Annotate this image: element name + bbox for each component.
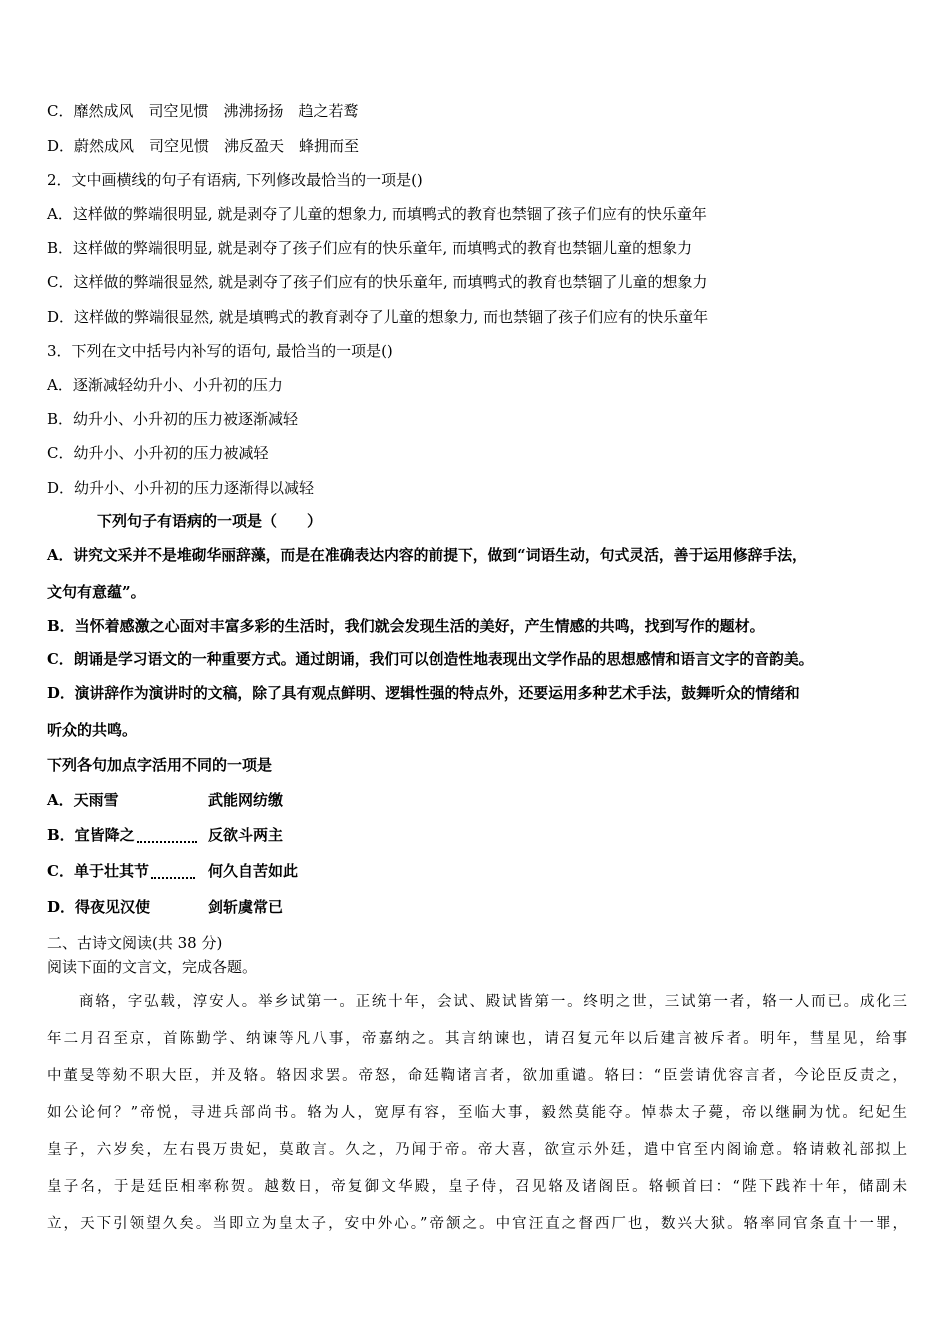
q2-option-b: B．这样做的弊端很明显, 就是剥夺了孩子们应有的快乐童年, 而填鸭式的教育也禁锢儿童的想象力 [47, 239, 693, 257]
q3-stem: 3．下列在文中括号内补写的语句, 最恰当的一项是() [47, 342, 393, 360]
passage-line: 立，天下引领望久矣。当即立为皇太子，安中外心。”帝颔之。中官汪直之督西厂也，数兴大狱。辂率同官条直十一罪， [47, 1216, 907, 1232]
section2-instruction: 阅读下面的文言文，完成各题。 [47, 958, 258, 976]
q5-option-d-right: 剑斩虞常已 [208, 898, 284, 916]
q3-option-d: D．幼升小、小升初的压力逐渐得以减轻 [47, 479, 315, 497]
q5-stem: 下列各句加点字活用不同的一项是 [47, 756, 273, 774]
q2-option-c: C．这样做的弊端很显然, 就是剥夺了孩子们应有的快乐童年, 而填鸭式的教育也禁锢了儿童的想象力 [47, 273, 708, 291]
q1-option-d: D．蔚然成风 司空见惯 沸反盈天 蜂拥而至 [47, 137, 360, 155]
emphasis-dots [151, 865, 195, 879]
q5-option-c-right: 何久自苦如此 [208, 862, 299, 880]
emphasis-dots [137, 829, 197, 843]
q5-option-d-left: D．得夜见汉使 [47, 898, 151, 916]
q2-option-d: D．这样做的弊端很显然, 就是填鸭式的教育剥夺了儿童的想象力, 而也禁锢了孩子们应有的快乐童年 [47, 308, 709, 326]
q4-option-d-line1: D．演讲辞作为演讲时的文稿，除了具有观点鲜明、逻辑性强的特点外，还要运用多种艺术手法，鼓舞听众的情绪和 [47, 685, 800, 702]
q4-option-b: B．当怀着感激之心面对丰富多彩的生活时，我们就会发现生活的美好，产生情感的共鸣，找到写作的题材。 [47, 617, 765, 635]
q4-option-a-line1: A．讲究文采并不是堆砌华丽辞藻，而是在准确表达内容的前提下，做到“词语生动，句式灵活，善于运用修辞手法， [47, 547, 807, 564]
q5-option-b-left-text: B．宜皆降之 [47, 826, 135, 844]
q4-stem: 下列句子有语病的一项是（ ） [97, 512, 323, 530]
passage-line: 如公论何？”帝悦，寻进兵部尚书。辂为人，宽厚有容，至临大事，毅然莫能夺。悼恭太子薨，帝以继嗣为忧。纪妃生 [47, 1105, 907, 1121]
q4-option-a-line2: 文句有意蕴”。 [47, 583, 146, 601]
q1-option-c: C．靡然成风 司空见惯 沸沸扬扬 趋之若鹜 [47, 102, 359, 120]
passage-line: 中董旻等劾不职大臣，并及辂。辂因求罢。帝怒，命廷鞫诸言者，欲加重谴。辂曰：“臣尝请优容言者，今论臣反责之， [47, 1068, 907, 1084]
passage-line: 商辂，字弘载，淳安人。举乡试第一。正统十年，会试、殿试皆第一。终明之世，三试第一者，辂一人而已。成化三 [79, 994, 907, 1010]
passage-line: 皇子，六岁矣，左右畏万贵妃，莫敢言。久之，乃闻于帝。帝大喜，欲宣示外廷，遣中官至内阁谕意。辂请敕礼部拟上 [47, 1142, 907, 1158]
q5-option-b-right: 反欲斗两主 [208, 826, 284, 844]
q5-option-b-left [47, 825, 197, 845]
q5-option-a-left: A．天雨雪 [47, 791, 119, 809]
passage-line: 年二月召至京，首陈勤学、纳谏等凡八事，帝嘉纳之。其言纳谏也，请召复元年以后建言被斥者。明年，彗星见，给事 [47, 1031, 907, 1047]
q5-option-c-left [47, 861, 195, 881]
q3-option-a: A．逐渐减轻幼升小、小升初的压力 [47, 376, 283, 394]
q3-option-b: B．幼升小、小升初的压力被逐渐减轻 [47, 410, 299, 428]
q5-option-c-left-text: C．单于壮其节 [47, 862, 149, 880]
q2-option-a: A．这样做的弊端很明显, 就是剥夺了儿童的想象力, 而填鸭式的教育也禁锢了孩子们应有的快乐童年 [47, 205, 707, 223]
q2-stem: 2．文中画横线的句子有语病, 下列修改最恰当的一项是() [47, 171, 423, 189]
q3-option-c: C．幼升小、小升初的压力被减轻 [47, 444, 269, 462]
section2-title: 二、古诗文阅读(共 38 分) [47, 934, 223, 952]
passage-line: 皇子名，于是廷臣相率称贺。越数日，帝复御文华殿，皇子侍，召见辂及诸阁臣。辂顿首曰：“陛下践祚十年，储副未 [47, 1179, 907, 1195]
q4-option-c: C．朗诵是学习语文的一种重要方式。通过朗诵，我们可以创造性地表现出文学作品的思想感情和语言文字的音韵美。 [47, 651, 814, 668]
q4-option-d-line2: 听众的共鸣。 [47, 721, 138, 739]
q5-option-a-right: 武能网纺缴 [208, 791, 284, 809]
